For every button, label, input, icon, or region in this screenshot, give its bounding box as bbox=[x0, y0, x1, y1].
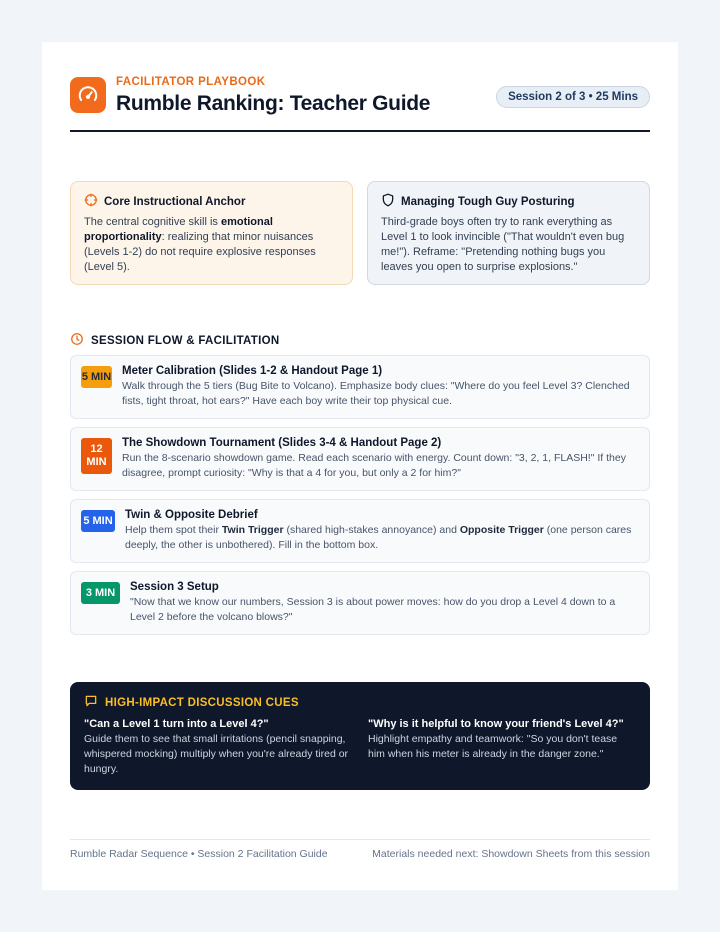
flow-step bbox=[70, 499, 650, 563]
duration-badge: 12 MIN bbox=[81, 438, 112, 474]
shield-icon bbox=[381, 193, 395, 210]
session-flow-heading: SESSION FLOW & FACILITATION bbox=[70, 332, 279, 349]
session-badge: Session 2 of 3 • 25 Mins bbox=[496, 86, 650, 108]
step-title: Meter Calibration (Slides 1-2 & Handout Page 1) bbox=[122, 365, 383, 377]
core-anchor-text: The central cognitive skill is emotional proportionality: realizing that minor nuisances (Levels 1-2) do not require explosive responses (Level 5). bbox=[84, 216, 316, 273]
step-description: Walk through the 5 tiers (Bug Bite to Volcano). Emphasize body clues: "Where do you feel Level 3? Clenched fists, tight throat, hot ears?" Have each boy write their top physical cue. bbox=[122, 380, 630, 407]
step-title: Session 3 Setup bbox=[130, 581, 219, 593]
flow-step bbox=[70, 571, 650, 635]
cues-heading: HIGH-IMPACT DISCUSSION CUES bbox=[105, 696, 299, 709]
cue-question: "Why is it helpful to know your friend's Level 4?" bbox=[368, 718, 624, 730]
step-description: Run the 8-scenario showdown game. Read each scenario with energy. Count down: "3, 2, 1, FLASH!" If they disagree, prompt curiosity: "Why is that a 4 for you, but only a 2 for him?" bbox=[122, 452, 626, 479]
step-title: The Showdown Tournament (Slides 3-4 & Handout Page 2) bbox=[122, 437, 442, 449]
page-title: Rumble Ranking: Teacher Guide bbox=[116, 92, 431, 115]
core-anchor-title: Core Instructional Anchor bbox=[104, 195, 246, 208]
discussion-cue bbox=[84, 718, 352, 777]
header-divider bbox=[70, 130, 650, 132]
step-title: Twin & Opposite Debrief bbox=[125, 509, 258, 521]
chat-bubble-icon bbox=[84, 694, 98, 711]
footer-materials: Materials needed next: Showdown Sheets from this session bbox=[372, 848, 650, 860]
guide-page bbox=[42, 42, 678, 890]
posturing-title: Managing Tough Guy Posturing bbox=[401, 195, 575, 208]
clock-icon bbox=[70, 332, 84, 349]
duration-badge: 5 MIN bbox=[81, 510, 115, 532]
gauge-icon bbox=[70, 77, 106, 113]
duration-badge: 3 MIN bbox=[81, 582, 120, 604]
discussion-cue bbox=[368, 718, 636, 777]
cue-question: "Can a Level 1 turn into a Level 4?" bbox=[84, 718, 269, 730]
flow-step bbox=[70, 355, 650, 419]
session-flow-list bbox=[70, 355, 650, 643]
flow-step bbox=[70, 427, 650, 491]
core-anchor-card bbox=[70, 181, 353, 285]
posturing-text: Third-grade boys often try to rank everything as Level 1 to look invincible ("That wouldn't even bug me!"). Reframe: "Pretending nothing bugs you leaves you open to surprise explosions." bbox=[381, 216, 625, 273]
footer-divider bbox=[70, 839, 650, 840]
cue-guidance: Highlight empathy and teamwork: "So you don't tease him when his meter is already in the danger zone." bbox=[368, 733, 618, 760]
cue-guidance: Guide them to see that small irritations (pencil snapping, whispered mocking) multiply when you're already tired or hungry. bbox=[84, 733, 349, 775]
crosshair-icon bbox=[84, 193, 98, 210]
footer-sequence: Rumble Radar Sequence • Session 2 Facilitation Guide bbox=[70, 848, 328, 860]
posturing-card bbox=[367, 181, 650, 285]
duration-badge: 5 MIN bbox=[81, 366, 112, 388]
step-description: Help them spot their Twin Trigger (shared high-stakes annoyance) and Opposite Trigger (one person cares deeply, the other is unbothered). Fill in the bottom box. bbox=[125, 524, 632, 551]
step-description: "Now that we know our numbers, Session 3 is about power moves: how do you drop a Level 4 down to a Level 2 before the volcano blows?" bbox=[130, 596, 616, 623]
playbook-kicker: FACILITATOR PLAYBOOK bbox=[116, 76, 266, 88]
discussion-cues-panel bbox=[70, 682, 650, 790]
